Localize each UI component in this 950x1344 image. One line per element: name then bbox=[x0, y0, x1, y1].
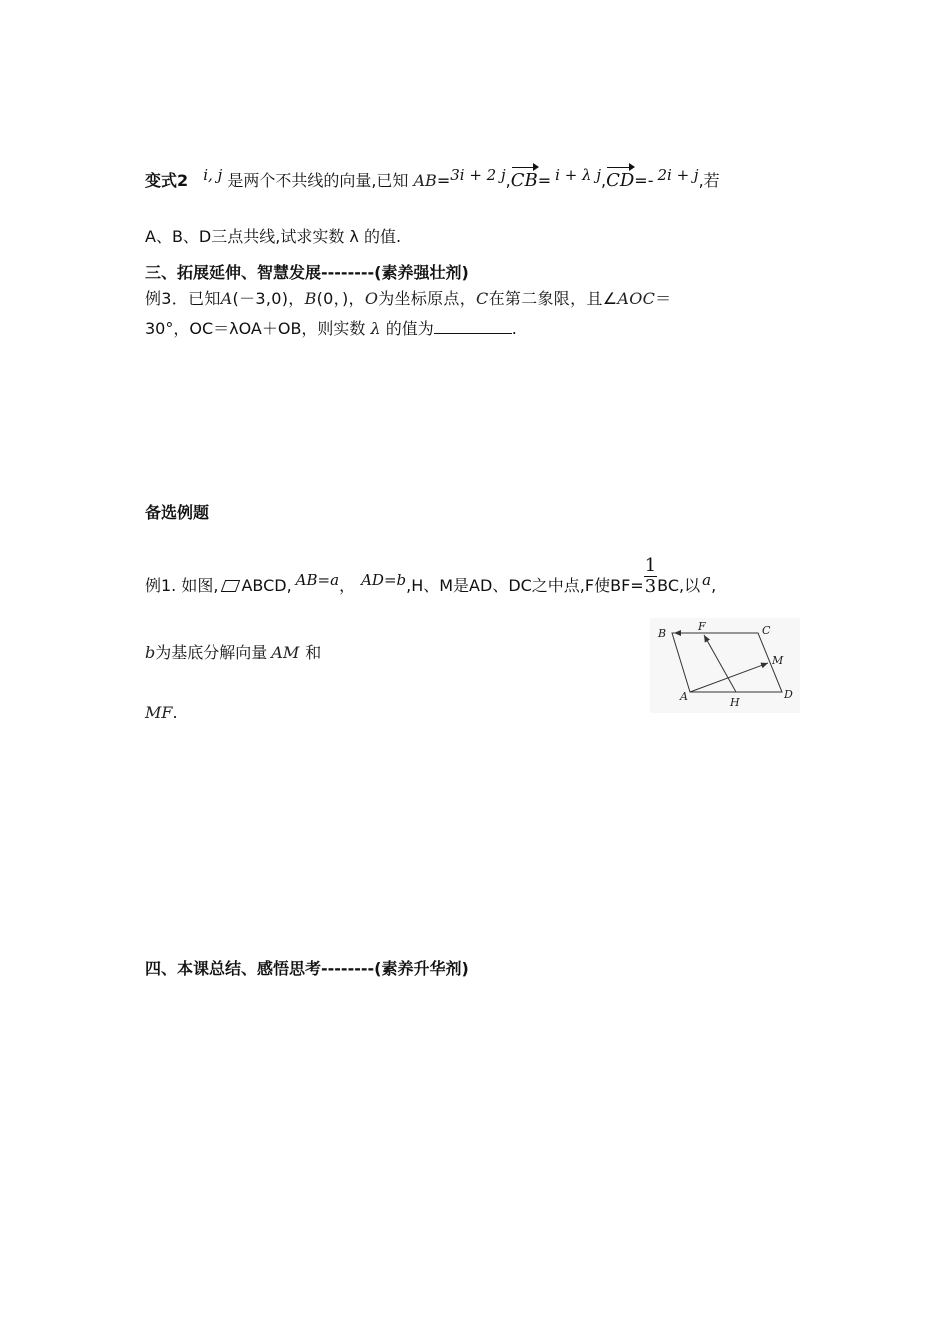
math-a: a bbox=[330, 571, 340, 589]
example3-line2 bbox=[145, 318, 517, 340]
eq-sign: = bbox=[436, 171, 451, 190]
point-B: B bbox=[304, 289, 317, 308]
math-AB: AB bbox=[295, 571, 318, 589]
ex3-text: 为坐标原点， bbox=[378, 289, 477, 308]
ex1-text: BC,以 bbox=[657, 576, 701, 595]
lambda-symbol: λ bbox=[370, 319, 381, 338]
label-B: B bbox=[658, 627, 667, 640]
label-D: D bbox=[784, 688, 793, 701]
variant2-text2: ,若 bbox=[698, 171, 720, 190]
math-AB: AB bbox=[413, 171, 437, 190]
variant2-line2: A、B、D三点共线,试求实数 λ 的值. bbox=[145, 227, 402, 246]
label-M: M bbox=[772, 654, 784, 667]
point-O: O bbox=[364, 289, 379, 308]
math-AD: AD bbox=[361, 571, 384, 589]
math-AB-value: 3i + 2 j bbox=[450, 166, 506, 184]
math-b: b bbox=[145, 643, 156, 662]
point-A: A bbox=[220, 289, 233, 308]
separator: ， bbox=[339, 576, 356, 595]
example3-line1 bbox=[145, 288, 671, 310]
ex3-text: 30°，OC＝λOA＋OB，则实数 bbox=[145, 319, 366, 338]
parallelogram-figure bbox=[650, 618, 800, 713]
ex3-text: 在第二象限，且∠ bbox=[488, 289, 618, 308]
backup-title: 备选例题 bbox=[145, 503, 210, 522]
section4-title: 四、本课总结、感悟思考--------(素养升华剂) bbox=[145, 959, 469, 978]
ex1-text: , bbox=[711, 576, 717, 595]
math-MF: MF bbox=[145, 703, 173, 722]
label-F: F bbox=[698, 620, 706, 633]
math-AM: AM bbox=[271, 643, 300, 662]
eq-sign: = bbox=[537, 171, 552, 190]
ex1-text: 和 bbox=[305, 643, 322, 662]
ex1-text: 为基底分解向量 bbox=[155, 643, 268, 662]
label-A: A bbox=[680, 690, 688, 703]
example1-line2 bbox=[145, 642, 321, 664]
parallelogram-icon bbox=[221, 580, 240, 592]
section3-title: 三、拓展延伸、智慧发展--------(素养强壮剂) bbox=[145, 263, 469, 282]
ex3-text: ＝ bbox=[655, 289, 672, 308]
vector-CD: CD bbox=[606, 170, 635, 191]
ex3-text: 例3．已知 bbox=[145, 289, 221, 308]
comma: , bbox=[600, 171, 607, 190]
ex3-text: 的值为 bbox=[385, 319, 434, 338]
ex3-text: . bbox=[511, 319, 517, 338]
eq-sign: = bbox=[383, 571, 397, 589]
point-C: C bbox=[476, 289, 489, 308]
variant2-text1: 是两个不共线的向量,已知 bbox=[227, 171, 409, 190]
angle-AOC: AOC bbox=[617, 289, 656, 308]
ex1-text: 例1. 如图, bbox=[145, 576, 219, 595]
math-a: a bbox=[702, 571, 712, 589]
comma: , bbox=[505, 171, 511, 190]
fraction-denominator: 3 bbox=[644, 576, 657, 597]
eq-sign: =- bbox=[634, 171, 654, 190]
label-H: H bbox=[730, 696, 740, 709]
example1-line3 bbox=[145, 702, 178, 724]
example1-line1 bbox=[145, 555, 717, 607]
vector-CB: CB bbox=[510, 170, 538, 191]
ex1-text: ABCD, bbox=[241, 576, 292, 595]
eq-sign: = bbox=[317, 571, 331, 589]
period: . bbox=[172, 703, 178, 722]
ex1-text: ,H、M是AD、DC之中点,F使BF= bbox=[406, 576, 644, 595]
math-ij: i, j bbox=[203, 166, 223, 184]
label-C: C bbox=[762, 624, 771, 637]
variant2-line1 bbox=[145, 166, 720, 192]
math-b: b bbox=[396, 571, 407, 589]
ex3-text: (0，)， bbox=[316, 289, 365, 308]
math-CD-value: 2i + j bbox=[657, 166, 699, 184]
math-CB-value: i + λ j bbox=[555, 166, 601, 184]
fraction-numerator: 1 bbox=[644, 555, 657, 576]
fraction-one-third bbox=[644, 556, 657, 597]
ex3-text: (－3,0)， bbox=[232, 289, 305, 308]
answer-blank[interactable] bbox=[434, 333, 512, 334]
variant2-label: 变式2 bbox=[145, 171, 189, 190]
